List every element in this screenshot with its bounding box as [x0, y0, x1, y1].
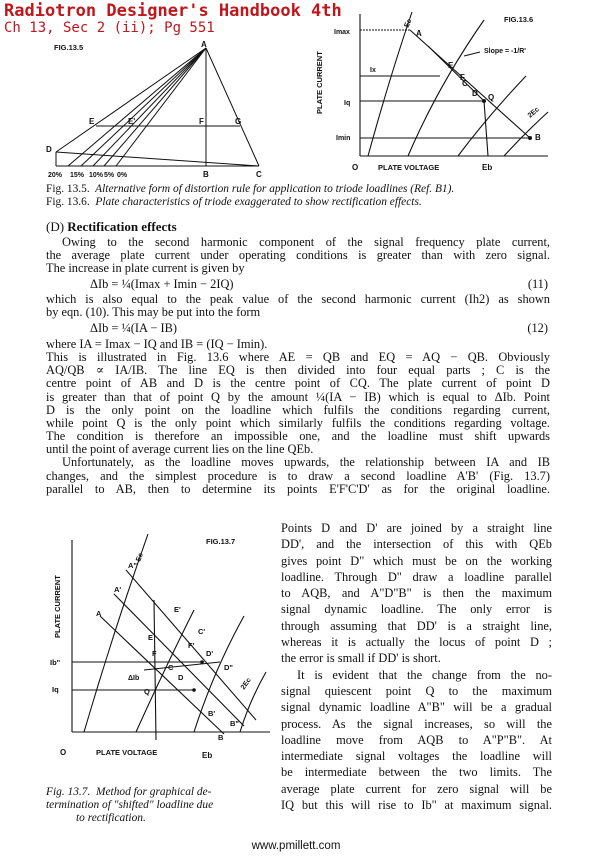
- fig5-scale-5: 5%: [104, 172, 115, 179]
- fig5-scale-15: 15%: [70, 172, 85, 179]
- text-line: Points D and D' are joined by a straight line: [281, 521, 552, 535]
- text-line: It is evident that the change from the no-: [297, 667, 552, 682]
- fig7-x-axis-label: PLATE VOLTAGE: [96, 748, 158, 757]
- fig6-point-e: E: [448, 61, 454, 70]
- fig7-ib2-label: Ib": [50, 658, 61, 667]
- fig7-point-c: C: [168, 663, 174, 672]
- text-line: by eqn. (10). This may be put into the form: [46, 305, 261, 320]
- fig6-point-f: F: [460, 73, 465, 82]
- section-heading: [46, 219, 177, 235]
- paragraph-3: [46, 338, 550, 496]
- fig7-point-a-dprime: A": [128, 561, 137, 570]
- fig7-y-axis-label: PLATE CURRENT: [53, 575, 62, 638]
- fig6-point-a: A: [416, 29, 422, 38]
- fig5-point-f: F: [199, 117, 204, 126]
- text-line: average plate current for zero signal will be: [281, 781, 552, 796]
- figure-13-6-caption-label: Fig. 13.6.: [46, 196, 90, 208]
- figure-13-7-caption-label: Fig. 13.7.: [46, 786, 91, 798]
- paragraph-2: [46, 293, 550, 319]
- text-line: process. As the signal increases, so will the: [281, 716, 552, 731]
- text-line: changes, and the simplest procedure is to draw a second loadline A'B' (Fig. 13.7): [46, 468, 550, 483]
- fig6-slope-label: Slope = -1/R': [484, 48, 526, 55]
- text-line: signal quiescent point Q to the maximum: [281, 683, 552, 698]
- text-line: signal dynamic loadline. The only error is: [281, 602, 552, 617]
- fig7-point-b-prime: B': [208, 709, 216, 718]
- fig6-y-axis-label: PLATE CURRENT: [315, 51, 324, 114]
- figure-13-5-caption: [46, 183, 454, 196]
- figure-13-6: [308, 6, 558, 178]
- fig6-point-b: B: [535, 133, 541, 142]
- fig7-dib-label: ΔIb: [128, 675, 140, 682]
- fig6-point-c: C: [462, 79, 468, 88]
- fig6-ix-label: Ix: [370, 67, 376, 74]
- fig5-point-d: D: [46, 145, 52, 154]
- fig7-iq-label: Iq: [52, 685, 59, 694]
- document-reference: Ch 13, Sec 2 (ii); Pg 551: [4, 20, 215, 36]
- fig5-point-c: C: [256, 170, 262, 179]
- text-line: DD', and the intersection of this with QEb: [281, 537, 552, 552]
- fig5-point-b: B: [203, 170, 209, 179]
- fig6-iq-label: Iq: [344, 100, 351, 107]
- fig6-2ec-label: 2Ec: [526, 106, 541, 120]
- equation-12-number: (12): [527, 321, 548, 335]
- text-line: to AQB, and A"D"B" is then the maximum: [281, 586, 552, 601]
- fig5-title: FIG.13.5: [54, 43, 84, 52]
- text-line: gives point D" which must be on the working: [281, 553, 552, 568]
- fig7-point-b: B: [218, 733, 224, 742]
- figure-13-7-caption-line: to rectification.: [76, 812, 146, 824]
- document-title: Radiotron Designer's Handbook 4th: [4, 1, 342, 21]
- fig6-ec0-label: Ec: [403, 18, 414, 29]
- text-line: The increase in plate current is given by: [46, 261, 245, 276]
- fig6-point-q: Q: [488, 93, 495, 102]
- fig5-scale-10: 10%: [89, 172, 104, 179]
- right-column-text: [281, 520, 552, 813]
- fig5-point-e-prime: E': [128, 117, 136, 126]
- text-line: be intermediate between the two limits. The: [281, 765, 552, 780]
- fig6-eb-label: Eb: [482, 163, 493, 172]
- fig7-point-q: Q: [144, 687, 150, 696]
- text-line: The condition is therefore an impossible one, and the loadline must shift upwards: [46, 429, 550, 444]
- text-line: while point Q is the only point which similarly fulfils the conditions regarding voltage.: [46, 415, 550, 430]
- fig7-point-a: A: [96, 609, 102, 618]
- figure-13-6-caption: [46, 196, 422, 209]
- fig7-title: FIG.13.7: [206, 537, 236, 546]
- fig6-title: FIG.13.6: [504, 15, 534, 24]
- text-line: This is illustrated in Fig. 13.6 where AE = QB and EQ = AQ − QB. Obviously: [46, 350, 550, 365]
- figure-13-5-caption-label: Fig. 13.5.: [46, 183, 90, 195]
- fig7-origin: O: [60, 748, 67, 757]
- figure-13-5-caption-text: Alternative form of distortion rule for application to triode loadlines (Ref. B1).: [95, 183, 455, 195]
- fig5-point-g: G: [235, 117, 242, 126]
- text-line: where IA = Imax − IQ and IB = (IQ − Imin).: [46, 337, 268, 351]
- section-title: Rectification effects: [67, 219, 177, 234]
- fig5-scale-20: 20%: [48, 172, 63, 179]
- text-line: loadline move from AQB to A"P"B". At: [281, 732, 552, 747]
- text-line: through assuming that DD' is a straight line,: [281, 618, 552, 633]
- fig7-eb-label: Eb: [202, 751, 213, 760]
- footer-url: www.pmillett.com: [251, 840, 341, 852]
- text-line: the average plate current under operating conditions is greater than with zero signal.: [46, 248, 550, 263]
- equation-12: ΔIb = ¼(IA − IB): [90, 321, 177, 335]
- figure-13-7-caption: [46, 786, 213, 825]
- fig7-2ec-label: 2Ec: [239, 676, 253, 692]
- text-line: intermediate signal voltages the loadline will: [281, 749, 552, 764]
- text-line: AQ/QB ∝ IA/IB. The line EQ is then divided into four equal parts ; C is the: [46, 363, 550, 378]
- fig7-ec0-label: Ec: [135, 552, 145, 563]
- fig6-imax-label: Imax: [334, 29, 350, 36]
- section-label: (D): [46, 219, 65, 234]
- text-line: D is the only point on the loadline which fulfils the conditions regarding current,: [46, 402, 550, 417]
- fig7-point-c-prime: C': [198, 627, 206, 636]
- figure-13-6-caption-text: Plate characteristics of triode exaggerated to show rectification effects.: [95, 196, 422, 208]
- text-line: whereas it is actually the locus of point D ;: [281, 635, 552, 650]
- text-line: centre point of AB and D is the centre point of CQ. The plate current of point D: [46, 376, 550, 391]
- fig7-point-d-dprime: D": [224, 663, 233, 672]
- text-line: the error is small if DD' is short.: [281, 651, 441, 666]
- fig7-point-e: E: [148, 633, 154, 642]
- fig5-scale-0: 0%: [117, 172, 128, 179]
- text-line: signal dynamic loadline A"B" will be a gradual: [281, 700, 552, 715]
- fig7-point-f-prime: F': [188, 641, 195, 650]
- fig5-point-e: E: [89, 117, 95, 126]
- text-line: Owing to the second harmonic component of the signal frequency plate current,: [62, 235, 550, 249]
- text-line: parallel to AB, then to determine its points E'F'C'D' as for the original loadline.: [46, 481, 550, 496]
- fig6-x-axis-label: PLATE VOLTAGE: [378, 163, 440, 172]
- fig7-point-d: D: [178, 673, 184, 682]
- fig5-point-a: A: [201, 40, 207, 49]
- equation-11-number: (11): [527, 277, 548, 291]
- equation-11: ΔIb = ¼(Imax + Imin − 2IQ): [90, 277, 234, 291]
- figure-13-7: [44, 530, 276, 766]
- paragraph-1: [46, 236, 550, 275]
- fig7-point-e-prime: E': [174, 605, 181, 614]
- text-line: IQ but this will rise to Ib" at maximum signal.: [281, 798, 552, 813]
- text-line: Unfortunately, as the loadline moves upwards, the relationship between IA and IB: [62, 455, 550, 470]
- figure-13-7-caption-line: termination of "shifted" loadline due: [46, 799, 214, 811]
- figure-13-5: [44, 38, 306, 180]
- fig7-point-a-prime: A': [114, 585, 122, 594]
- figure-13-7-caption-line: Method for graphical de-: [96, 786, 212, 798]
- text-line: until the point of average current lies on the line QEb.: [46, 442, 314, 457]
- fig6-point-d: D: [472, 89, 478, 98]
- fig7-point-f: F: [152, 649, 157, 658]
- fig6-imin-label: Imin: [336, 135, 351, 142]
- text-line: which is also equal to the peak value of the second harmonic current (Ih2) as shown: [46, 292, 550, 306]
- fig7-point-b-dprime: B": [230, 719, 239, 728]
- fig7-point-d-prime: D': [206, 649, 214, 658]
- text-line: is greater than that of point Q by the amount ¼(IA − IB) which is equal to ΔIb. Point: [46, 389, 550, 404]
- fig6-origin: O: [352, 163, 359, 172]
- text-line: loadline. Through D" draw a loadline parallel: [281, 569, 552, 584]
